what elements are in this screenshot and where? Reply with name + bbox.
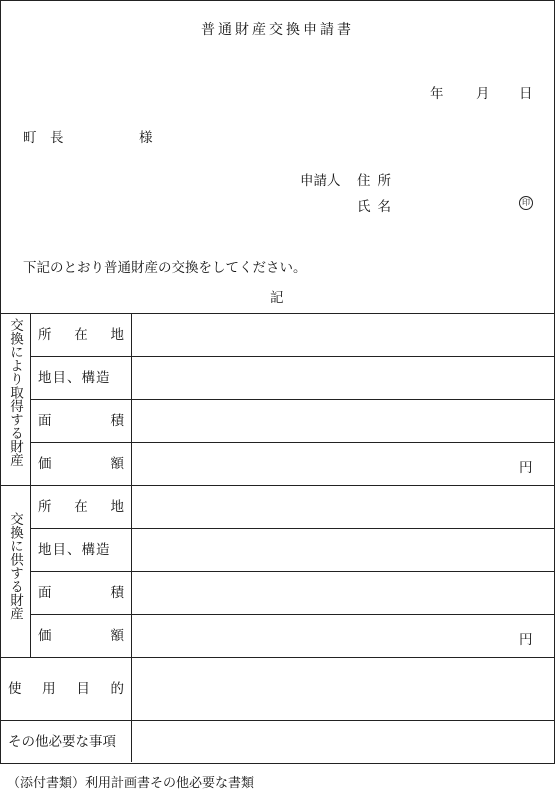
other-matters-label: その他必要な事項 <box>8 734 116 750</box>
value-char-2: 額 <box>110 628 124 644</box>
form-title: 普通財産交換申請書 <box>201 22 354 38</box>
row-divider <box>30 614 555 615</box>
row-divider <box>30 442 555 443</box>
request-text: 下記のとおり普通財産の交換をしてください。 <box>23 260 307 276</box>
date-year: 年 <box>430 86 444 102</box>
value-char-2: 額 <box>110 456 124 472</box>
row-divider <box>30 571 555 572</box>
provided-land-structure-label: 地目、構造 <box>38 542 111 558</box>
provided-value-label <box>38 627 124 645</box>
area-char-1: 面 <box>38 413 52 429</box>
row-divider <box>30 356 555 357</box>
section-provided-label: 交換に供する財産 <box>7 512 23 620</box>
recipient-town: 町 <box>23 130 37 146</box>
location-char-2: 在 <box>74 499 88 515</box>
date-day: 日 <box>519 86 533 102</box>
seal-mark-icon: 印 <box>519 196 533 210</box>
area-char-1: 面 <box>38 585 52 601</box>
applicant-label: 申請人 <box>300 173 341 189</box>
section-acquired-label: 交換により取得する財産 <box>7 318 23 467</box>
provided-value-yen: 円 <box>519 632 533 648</box>
provided-area-label <box>38 584 124 602</box>
attachment-note: （添付書類）利用計画書その他必要な書類 <box>7 776 255 791</box>
acquired-land-structure-label: 地目、構造 <box>38 370 111 386</box>
column-divider <box>30 313 31 657</box>
purpose-char-2: 用 <box>42 681 56 697</box>
acquired-value-yen: 円 <box>519 460 533 476</box>
recipient-honorific: 様 <box>139 130 153 146</box>
usage-purpose-label <box>8 680 124 698</box>
row-divider <box>0 720 555 721</box>
value-char-1: 価 <box>38 456 52 472</box>
date-month: 月 <box>476 86 490 102</box>
acquired-value-label <box>38 455 124 473</box>
row-divider <box>30 399 555 400</box>
provided-location-label <box>38 498 124 516</box>
location-char-3: 地 <box>110 499 124 515</box>
section-divider <box>0 657 555 658</box>
location-char-2: 在 <box>74 327 88 343</box>
location-char-1: 所 <box>38 499 52 515</box>
table-top-line <box>0 313 555 314</box>
purpose-char-1: 使 <box>8 681 22 697</box>
acquired-location-label <box>38 326 124 344</box>
row-divider <box>30 528 555 529</box>
location-char-3: 地 <box>110 327 124 343</box>
recipient-chief: 長 <box>50 130 64 146</box>
area-char-2: 積 <box>110 585 124 601</box>
area-char-2: 積 <box>110 413 124 429</box>
ki-heading: 記 <box>270 290 284 306</box>
acquired-area-label <box>38 412 124 430</box>
column-divider <box>131 313 132 762</box>
purpose-char-3: 目 <box>76 681 90 697</box>
applicant-address-label: 住所 <box>357 173 398 189</box>
applicant-name-label: 氏名 <box>357 199 398 215</box>
value-char-1: 価 <box>38 628 52 644</box>
location-char-1: 所 <box>38 327 52 343</box>
section-divider <box>0 485 555 486</box>
purpose-char-4: 的 <box>110 681 124 697</box>
